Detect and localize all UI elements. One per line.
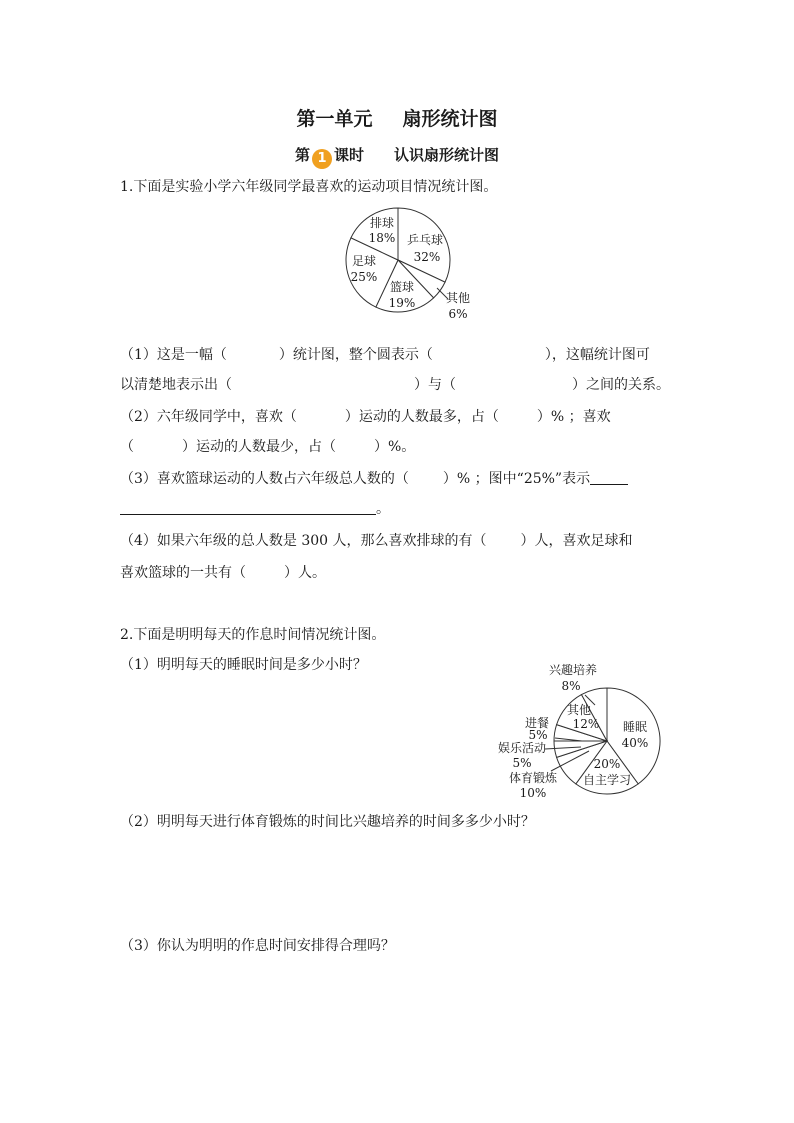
q1-part2-line1: （2）六年级同学中，喜欢（ ）运动的人数最多，占（ ）% ；喜欢 xyxy=(120,409,611,425)
pie1-label-football: 足球 xyxy=(351,254,377,268)
pie1-value-pingpong: 32% xyxy=(413,250,441,264)
pie2-label-fun: 娱乐活动 xyxy=(497,741,547,755)
pie1-value-basketball: 19% xyxy=(388,296,416,310)
lesson-number-badge: 1 xyxy=(312,149,332,169)
q2-sub1: （1）明明每天的睡眠时间是多少小时？ xyxy=(120,657,367,673)
pie2-value-study: 20% xyxy=(593,757,621,771)
pie1-label-basketball: 篮球 xyxy=(389,280,415,294)
q1-part3-line2: 。 xyxy=(120,498,676,518)
q1-part4-line1: （4）如果六年级的总人数是 300 人，那么喜欢排球的有（ ）人，喜欢足球和 xyxy=(120,533,633,549)
q1-part4-line2: 喜欢篮球的一共有（ ）人。 xyxy=(120,565,326,581)
blank-25-meaning-b[interactable] xyxy=(120,500,376,515)
pie2-value-meal: 5% xyxy=(528,728,548,742)
pie1-label-pingpong: 乒乓球 xyxy=(406,233,444,247)
pie2-value-exercise: 10% xyxy=(519,786,547,800)
q1-part2-line2: （ ）运动的人数最少，占（ ）%。 xyxy=(120,439,416,455)
lesson-suffix: 课时 xyxy=(333,146,364,164)
q1-intro: 1.下面是实验小学六年级同学最喜欢的运动项目情况统计图。 xyxy=(120,179,498,195)
pie1-label-other: 其他 xyxy=(445,291,471,305)
unit-title xyxy=(0,104,794,131)
pie-chart-schedule xyxy=(485,655,675,800)
lesson-name: 认识扇形统计图 xyxy=(394,146,500,164)
pie2-label-meal: 进餐 xyxy=(524,716,550,730)
blank-25-meaning-a[interactable] xyxy=(590,470,628,485)
q2-sub3: （3）你认为明明的作息时间安排得合理吗？ xyxy=(120,938,395,954)
lesson-title xyxy=(0,144,794,169)
pie2-value-fun: 5% xyxy=(512,756,532,770)
unit-name: 扇形统计图 xyxy=(402,108,498,130)
unit-label: 第一单元 xyxy=(296,108,373,130)
pie1-value-football: 25% xyxy=(350,270,378,284)
lesson-prefix: 第 xyxy=(294,146,310,164)
pie2-value-sleep: 40% xyxy=(621,736,649,750)
pie1-label-volleyball: 排球 xyxy=(369,216,395,230)
q1-part1-line1: （1）这是一幅（ ）统计图，整个圆表示（ ），这幅统计图可 xyxy=(120,347,650,363)
pie2-label-study: 自主学习 xyxy=(582,773,632,787)
pie1-value-other: 6% xyxy=(448,307,468,321)
q1-part1-line2: 以清楚地表示出（ ）与（ ）之间的关系。 xyxy=(120,377,670,393)
q2-intro: 2.下面是明明每天的作息时间情况统计图。 xyxy=(120,627,386,643)
pie2-label-sleep: 睡眠 xyxy=(622,720,648,734)
pie2-label-exercise: 体育锻炼 xyxy=(508,771,558,785)
pie-chart-sports xyxy=(320,195,500,325)
pie2-label-other: 其他 xyxy=(566,703,592,717)
q1-part3-line1: （3）喜欢篮球运动的人数占六年级总人数的（ ）% ；图中“25%”表示 xyxy=(120,468,676,488)
pie2-value-interest: 8% xyxy=(561,679,581,693)
pie1-value-volleyball: 18% xyxy=(368,231,396,245)
pie2-value-other: 12% xyxy=(572,717,600,731)
q2-sub2: （2）明明每天进行体育锻炼的时间比兴趣培养的时间多多少小时？ xyxy=(120,814,535,830)
pie2-label-interest: 兴趣培养 xyxy=(548,663,598,677)
